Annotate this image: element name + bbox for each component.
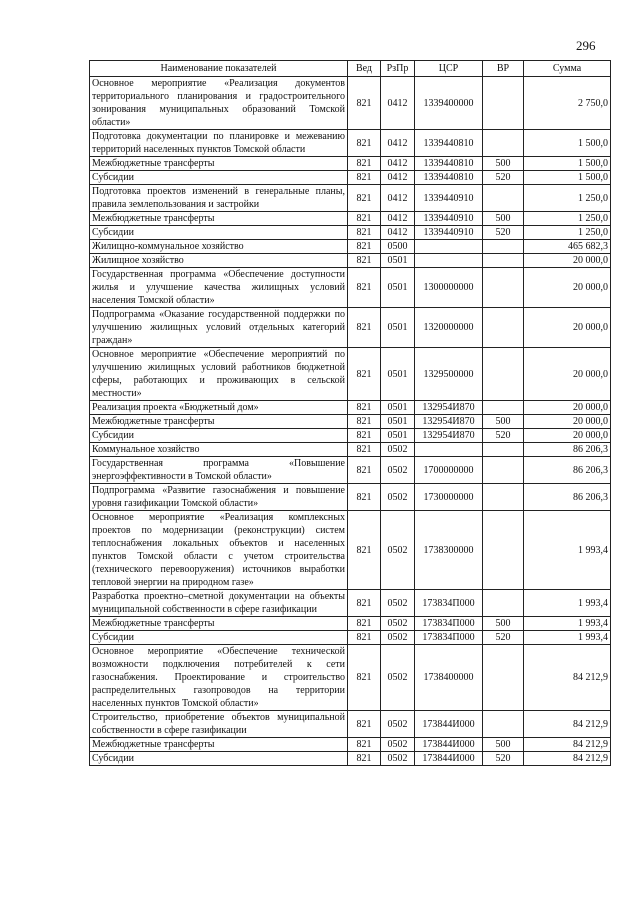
cell-ved: 821 [348, 631, 381, 645]
cell-ved: 821 [348, 157, 381, 171]
cell-sum: 1 500,0 [524, 130, 611, 157]
cell-csr: 173834П000 [415, 631, 483, 645]
table-row [90, 631, 611, 645]
cell-sum: 1 993,4 [524, 617, 611, 631]
cell-name: Основное мероприятие «Реализация комплексных проектов по модернизации (реконструкции) систем теплоснабжения локальных объектов и населенных пунктов Томской области с учетом строительства (технического перевооружения) источников выработки тепловой энергии на природном газе» [90, 511, 348, 590]
cell-rzpr: 0502 [381, 711, 415, 738]
cell-csr: 173844И000 [415, 752, 483, 766]
table-row [90, 77, 611, 130]
cell-vr [483, 130, 524, 157]
cell-ved: 821 [348, 171, 381, 185]
cell-sum: 84 212,9 [524, 752, 611, 766]
cell-rzpr: 0502 [381, 484, 415, 511]
cell-vr [483, 711, 524, 738]
cell-rzpr: 0501 [381, 268, 415, 308]
cell-rzpr: 0502 [381, 511, 415, 590]
cell-vr [483, 185, 524, 212]
cell-rzpr: 0412 [381, 157, 415, 171]
cell-rzpr: 0502 [381, 631, 415, 645]
cell-vr: 500 [483, 738, 524, 752]
cell-vr [483, 254, 524, 268]
cell-csr: 1300000000 [415, 268, 483, 308]
table-header-row [90, 61, 611, 77]
cell-sum: 20 000,0 [524, 254, 611, 268]
cell-name: Подготовка проектов изменений в генеральные планы, правила землепользования и застройки [90, 185, 348, 212]
table-row [90, 226, 611, 240]
cell-name: Межбюджетные трансферты [90, 415, 348, 429]
cell-csr: 173844И000 [415, 738, 483, 752]
table-row [90, 401, 611, 415]
cell-sum: 20 000,0 [524, 401, 611, 415]
cell-csr: 1339400000 [415, 77, 483, 130]
cell-sum: 86 206,3 [524, 457, 611, 484]
cell-rzpr: 0412 [381, 185, 415, 212]
cell-rzpr: 0501 [381, 254, 415, 268]
cell-vr [483, 484, 524, 511]
cell-sum: 465 682,3 [524, 240, 611, 254]
cell-sum: 20 000,0 [524, 429, 611, 443]
cell-name: Субсидии [90, 226, 348, 240]
cell-ved: 821 [348, 484, 381, 511]
table-row [90, 268, 611, 308]
table-row [90, 457, 611, 484]
cell-name: Основное мероприятие «Обеспечение мероприятий по улучшению жилищных условий работников бюджетной сферы, работающих и проживающих в сельской местности» [90, 348, 348, 401]
cell-rzpr: 0502 [381, 590, 415, 617]
cell-vr [483, 645, 524, 711]
cell-csr: 1339440810 [415, 157, 483, 171]
table-row [90, 617, 611, 631]
cell-sum: 1 993,4 [524, 511, 611, 590]
cell-rzpr: 0502 [381, 457, 415, 484]
cell-csr: 1339440910 [415, 185, 483, 212]
cell-name: Межбюджетные трансферты [90, 157, 348, 171]
cell-name: Субсидии [90, 631, 348, 645]
cell-name: Подготовка документации по планировке и межеванию территорий населенных пунктов Томской области [90, 130, 348, 157]
cell-ved: 821 [348, 348, 381, 401]
cell-rzpr: 0501 [381, 415, 415, 429]
table-row [90, 348, 611, 401]
cell-ved: 821 [348, 752, 381, 766]
cell-ved: 821 [348, 130, 381, 157]
cell-vr [483, 348, 524, 401]
cell-rzpr: 0412 [381, 77, 415, 130]
table-row [90, 511, 611, 590]
cell-rzpr: 0502 [381, 645, 415, 711]
cell-name: Межбюджетные трансферты [90, 617, 348, 631]
cell-ved: 821 [348, 443, 381, 457]
cell-vr: 500 [483, 157, 524, 171]
cell-ved: 821 [348, 212, 381, 226]
cell-csr: 1339440910 [415, 226, 483, 240]
cell-vr: 500 [483, 415, 524, 429]
cell-name: Строительство, приобретение объектов муниципальной собственности в сфере газификации [90, 711, 348, 738]
cell-ved: 821 [348, 711, 381, 738]
cell-sum: 84 212,9 [524, 645, 611, 711]
cell-csr: 1738400000 [415, 645, 483, 711]
cell-vr: 500 [483, 212, 524, 226]
cell-rzpr: 0501 [381, 429, 415, 443]
cell-rzpr: 0412 [381, 212, 415, 226]
cell-sum: 84 212,9 [524, 711, 611, 738]
cell-name: Жилищно-коммунальное хозяйство [90, 240, 348, 254]
cell-csr: 1339440810 [415, 171, 483, 185]
cell-sum: 20 000,0 [524, 415, 611, 429]
cell-sum: 86 206,3 [524, 484, 611, 511]
cell-csr: 173834П000 [415, 590, 483, 617]
table-row [90, 711, 611, 738]
table-row [90, 752, 611, 766]
cell-sum: 2 750,0 [524, 77, 611, 130]
header-ved: Вед [348, 61, 381, 77]
table-row [90, 240, 611, 254]
cell-sum: 20 000,0 [524, 268, 611, 308]
cell-csr: 1700000000 [415, 457, 483, 484]
cell-name: Субсидии [90, 429, 348, 443]
cell-ved: 821 [348, 268, 381, 308]
cell-sum: 1 500,0 [524, 171, 611, 185]
cell-name: Подпрограмма «Оказание государственной поддержки по улучшению жилищных условий отдельных категорий граждан» [90, 308, 348, 348]
cell-sum: 86 206,3 [524, 443, 611, 457]
cell-vr [483, 268, 524, 308]
cell-rzpr: 0412 [381, 171, 415, 185]
table-row [90, 130, 611, 157]
table-row [90, 212, 611, 226]
cell-sum: 1 993,4 [524, 590, 611, 617]
cell-name: Подпрограмма «Развитие газоснабжения и повышение уровня газификации Томской области» [90, 484, 348, 511]
cell-csr: 1730000000 [415, 484, 483, 511]
cell-sum: 1 250,0 [524, 212, 611, 226]
cell-name: Коммунальное хозяйство [90, 443, 348, 457]
cell-vr: 520 [483, 226, 524, 240]
header-name: Наименование показателей [90, 61, 348, 77]
cell-ved: 821 [348, 645, 381, 711]
cell-vr: 500 [483, 617, 524, 631]
table-row [90, 254, 611, 268]
cell-ved: 821 [348, 308, 381, 348]
cell-vr: 520 [483, 752, 524, 766]
cell-sum: 20 000,0 [524, 308, 611, 348]
cell-csr: 1738300000 [415, 511, 483, 590]
header-csr: ЦСР [415, 61, 483, 77]
cell-ved: 821 [348, 240, 381, 254]
cell-sum: 1 993,4 [524, 631, 611, 645]
cell-ved: 821 [348, 617, 381, 631]
cell-sum: 1 500,0 [524, 157, 611, 171]
table-row [90, 443, 611, 457]
cell-ved: 821 [348, 429, 381, 443]
table-row [90, 645, 611, 711]
cell-csr: 132954И870 [415, 415, 483, 429]
cell-sum: 20 000,0 [524, 348, 611, 401]
cell-csr: 173834П000 [415, 617, 483, 631]
cell-ved: 821 [348, 77, 381, 130]
cell-name: Жилищное хозяйство [90, 254, 348, 268]
cell-vr [483, 77, 524, 130]
cell-rzpr: 0412 [381, 130, 415, 157]
cell-ved: 821 [348, 185, 381, 212]
table-row [90, 185, 611, 212]
cell-ved: 821 [348, 457, 381, 484]
cell-name: Реализация проекта «Бюджетный дом» [90, 401, 348, 415]
cell-name: Межбюджетные трансферты [90, 212, 348, 226]
cell-name: Государственная программа «Обеспечение доступности жилья и улучшение качества жилищных условий населения Томской области» [90, 268, 348, 308]
table-row [90, 308, 611, 348]
cell-sum: 84 212,9 [524, 738, 611, 752]
cell-ved: 821 [348, 254, 381, 268]
cell-csr [415, 240, 483, 254]
cell-rzpr: 0502 [381, 752, 415, 766]
table-row [90, 429, 611, 443]
cell-vr [483, 457, 524, 484]
cell-rzpr: 0500 [381, 240, 415, 254]
cell-vr: 520 [483, 429, 524, 443]
cell-csr: 1320000000 [415, 308, 483, 348]
cell-vr [483, 443, 524, 457]
cell-csr: 1329500000 [415, 348, 483, 401]
table-row [90, 738, 611, 752]
cell-csr: 173844И000 [415, 711, 483, 738]
cell-name: Субсидии [90, 171, 348, 185]
cell-vr [483, 308, 524, 348]
cell-vr [483, 401, 524, 415]
cell-rzpr: 0502 [381, 617, 415, 631]
cell-name: Основное мероприятие «Обеспечение технической возможности подключения потребителей к сети газоснабжения. Проектирование и строительство распределительных газопроводов на территории населенных пунктов Томской области» [90, 645, 348, 711]
cell-sum: 1 250,0 [524, 185, 611, 212]
cell-name: Основное мероприятие «Реализация документов территориального планирования и градостроительного зонирования муниципальных образований Томской области» [90, 77, 348, 130]
cell-vr [483, 511, 524, 590]
header-vr: ВР [483, 61, 524, 77]
table-row [90, 171, 611, 185]
cell-ved: 821 [348, 511, 381, 590]
cell-ved: 821 [348, 401, 381, 415]
cell-name: Межбюджетные трансферты [90, 738, 348, 752]
cell-rzpr: 0502 [381, 738, 415, 752]
cell-rzpr: 0501 [381, 348, 415, 401]
cell-rzpr: 0502 [381, 443, 415, 457]
header-sum: Сумма [524, 61, 611, 77]
header-rzpr: РзПр [381, 61, 415, 77]
cell-name: Государственная программа «Повышение энергоэффективности в Томской области» [90, 457, 348, 484]
page-number: 296 [576, 38, 596, 53]
cell-ved: 821 [348, 415, 381, 429]
cell-vr [483, 240, 524, 254]
table-row [90, 157, 611, 171]
budget-table [89, 60, 611, 766]
cell-vr: 520 [483, 631, 524, 645]
cell-sum: 1 250,0 [524, 226, 611, 240]
cell-rzpr: 0412 [381, 226, 415, 240]
table-row [90, 415, 611, 429]
cell-csr: 1339440910 [415, 212, 483, 226]
cell-ved: 821 [348, 738, 381, 752]
cell-csr: 132954И870 [415, 401, 483, 415]
cell-ved: 821 [348, 226, 381, 240]
table-row [90, 590, 611, 617]
cell-name: Разработка проектно–сметной документации на объекты муниципальной собственности в сфере газификации [90, 590, 348, 617]
cell-name: Субсидии [90, 752, 348, 766]
cell-vr [483, 590, 524, 617]
table-row [90, 484, 611, 511]
cell-rzpr: 0501 [381, 308, 415, 348]
cell-ved: 821 [348, 590, 381, 617]
cell-csr: 132954И870 [415, 429, 483, 443]
cell-vr: 520 [483, 171, 524, 185]
cell-rzpr: 0501 [381, 401, 415, 415]
cell-csr [415, 443, 483, 457]
cell-csr: 1339440810 [415, 130, 483, 157]
cell-csr [415, 254, 483, 268]
